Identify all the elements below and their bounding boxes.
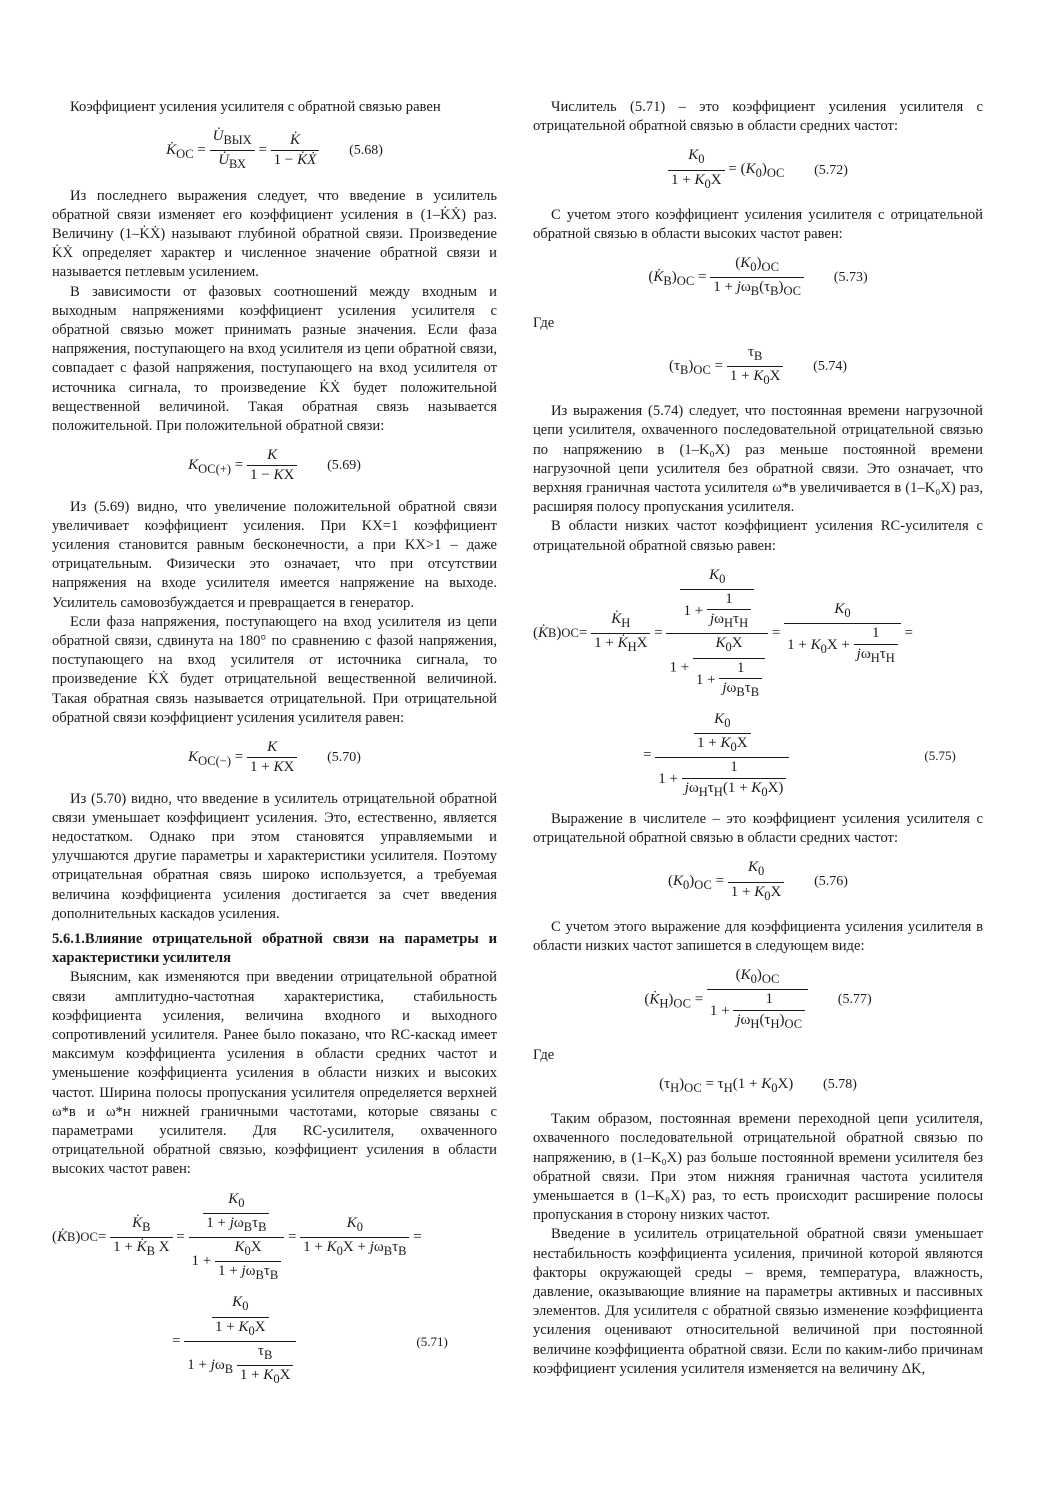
label-where: Где bbox=[533, 1046, 555, 1063]
paragraph: Коэффициент усиления усилителя с обратной связью равен bbox=[70, 99, 441, 115]
equation-5-68: $K̇_{ОС}$ = $\frac{U̇_{ВЫХ}}{U̇_{ВХ}}$ = $\frac{K̇}{\text{1 − K̇Ẋ}}$ (5.68) bbox=[166, 128, 383, 172]
paragraph: В области низких частот коэффициент усиления RC-усилителя с отрицательной обратной связью равен: bbox=[533, 518, 983, 554]
equation-number: 5.68 bbox=[353, 143, 379, 159]
paragraph: Выражение в числителе – это коэффициент усиления усилителя с отрицательной обратной связью в области средних частот: bbox=[533, 810, 983, 847]
paragraph: Из последнего выражения следует, что введение в усилитель обратной связи изменяет его коэффициент усиления в (1–K̇Ẋ) раз. Величину (1–K̇Ẋ) называют глубиной обратной связи. Произведение K̇Ẋ определяет характер и численное значение обратной связи и называется петлевым усилением. bbox=[52, 187, 497, 281]
section-heading: 5.6.1.Влияние отрицательной обратной связи на параметры и характеристики усилителя bbox=[52, 930, 497, 967]
equation-number: 5.72 bbox=[818, 162, 844, 178]
equation-number: 5.69 bbox=[331, 458, 357, 474]
paragraph: Таким образом, постоянная времени переходной цепи усилителя, охваченного последовательной отрицательной обратной связью по напряжению, в (1–K₀X) раз больше постоянной времени усилителя без обратной связи. При этом нижняя граничная частота усилителя уменьшается в (1–K₀X) раз, то есть происходит расширение полосы пропускания в сторону низких частот. bbox=[533, 1111, 983, 1224]
paragraph: С учетом этого выражение для коэффициента усиления усилителя в области низких частот запишется в следующем виде: bbox=[533, 918, 983, 954]
paragraph: Из (5.69) видно, что увеличение положительной обратной связи увеличивает коэффициент усиления. При KX=1 коэффициент усиления становится равным бесконечности, а при KX>1 – даже отрицательным. Физически это означает, что при отсутствии напряжения на входе усилителя имеется напряжение на выходе. Усилитель самовозбуждается и превращается в генератор. bbox=[52, 498, 497, 611]
paragraph: Выясним, как изменяются при введении отрицательной обратной связи амплитудно-частотная характеристика, стабильность коэффициента усиления, величина входного и выходного сопротивлений усилителя. Ранее было показано, что RC-каскад имеет максимум коэффициента усиления в области средних частот и уменьшение коэффициента усиления в области низких и высоких частот. Ширина полосы пропускания усилителя определяется верхней ω*в и ω*н нижней граничными частотами, которые связаны с параметрами усилителя. Для RC-усилителя, охваченного отрицательной обратной связью, коэффициент усиления в области высоких частот равен: bbox=[52, 969, 497, 1178]
equation-5-78: $(\tau_Н)_{ОС} = \tau_Н(1 + K_0X)$ (5.78) bbox=[659, 1075, 857, 1095]
equation-5-74: $(\tau_В)_{ОС}$ = $\frac{\tau_В}{1 + K_0X}$ (5.74) bbox=[668, 343, 848, 388]
equation-5-72: $\frac{K_0}{1 + K_0X}$ = $(K_0)_{ОС}$ (5.72) bbox=[533, 146, 983, 193]
equation-number: 5.78 bbox=[827, 1076, 853, 1092]
equation-5-69: $K_{ОС(+)}$ = $\frac{K}{1 - KX}$ (5.69) bbox=[188, 447, 361, 484]
equation-5-73: $(K̇_В)_{ОС}$ = $\frac{(K_0)_{ОС}}{1 + j\omega_В(\tau_В)_{ОС}}$ (5.73) bbox=[648, 255, 868, 299]
paragraph: Введение в усилитель отрицательной обратной связи уменьшает нестабильность коэффициента усиления, причиной которой являются факторы окружающей среды – время, температура, влажность, давление, оказывающие влияние на параметры активных и пассивных элементов. Для усилителя с обратной связью изменение коэффициента усиления оценивают относительной величиной при постоянной величине коэффициента обратной связи. Если по каким-либо причинам коэффициент усиления усилителя изменяется на величину ΔK, bbox=[533, 1226, 983, 1377]
right-column bbox=[533, 98, 983, 1379]
equation-5-76: $(K_0)_{ОС}$ = $\frac{K_0}{1 + K_0X}$ (5.76) bbox=[668, 859, 848, 903]
paragraph: В зависимости от фазовых соотношений между входным и выходным напряжениями коэффициент усиления усилителя с обратной связью может принимать разные значения. Если фаза напряжения, поступающего на вход усилителя из цепи обратной связи, совпадает с фазой напряжения, поступающего на вход усилителя от источника сигнала, то произведение K̇Ẋ будет положительной вещественной величиной. Такая обратная связь называется положительной. При положительной обратной связи: bbox=[52, 283, 497, 435]
equation-number: 5.76 bbox=[818, 874, 844, 890]
equation-number: 5.77 bbox=[842, 992, 867, 1008]
equation-number: 5.70 bbox=[331, 750, 357, 766]
paragraph: Из выражения (5.74) следует, что постоянная времени нагрузочной цепи усилителя, охваченного последовательной отрицательной связью по напряжению в (1–K₀X) раз меньше постоянной времени нагрузочной цепи усилителя без обратной связи. Это означает, что верхняя граничная частота усилителя ω*в увеличивается в (1–K₀X) раз, расширяя полосу пропускания усилителя. bbox=[533, 403, 983, 516]
equation-number: (5.75) bbox=[924, 748, 956, 764]
paragraph: Из (5.70) видно, что введение в усилитель отрицательной обратной связи уменьшает коэффициент усиления. Это, естественно, является недостатком. Однако при этом становятся управляемыми и улучшаются другие параметры и характеристики усилителя. Поэтому отрицательная обратная связь широко используется, а требуемая величина коэффициента усиления достигается за счет введения дополнительных каскадов усиления. bbox=[52, 790, 497, 922]
equation-number: (5.71) bbox=[416, 1333, 448, 1349]
equation-number: 5.74 bbox=[817, 358, 843, 374]
label-where: Где bbox=[533, 314, 555, 331]
equation-5-71: ( K̇ В ) ОС = $\frac{K̇_В}{1 + K̇_В X}$ = $\frac{K_0}{1 + j\omega_В\tau_В}$ 1 + $\frac{K_0X}{1 + j\omega_В\tau_В}$ = $\frac{K_0}{1 + K_0X + j\omega_В\tau_В}$ = = $\frac{K_0}{1 + K_0X}$ $1 + j\omega_В$ $\frac{\tau_В}{1 + K_0X}$ (5.71) bbox=[52, 1190, 448, 1386]
left-column bbox=[52, 98, 497, 1397]
paragraph: Если фаза напряжения, поступающего на вход усилителя из цепи обратной связи, сдвинута на 180° по сравнению с фазой напряжения, поступающего на вход усилителя от источника сигнала, то произведение K̇Ẋ будет отрицательной вещественной величиной. Такая обратная связь называется отрицательной. При отрицательной обратной связи коэффициент усиления усилителя равен: bbox=[52, 613, 497, 726]
equation-5-75: ( K̇ В ) ОС = $\frac{K̇_Н}{1 + K̇_НX}$ = $K_0$ 1 + $\frac{1}{j\omega_Н\tau_Н}$ 1 + $K_0X$ 1 + $\frac{1}{j\omega_В\tau_В}$ = $K_0$ $1 + K_0X$ + $\frac{1}{j\omega_Н\tau_Н}$ = = $\frac{K_0}{1 + K_0X}$ 1 + $\frac{1}{j\omega_Н\tau_Н(1 + K_0X)}$ (5.75) bbox=[533, 566, 956, 799]
equation-number: 5.73 bbox=[838, 270, 863, 286]
paragraph: С учетом этого коэффициент усиления усилителя с отрицательной обратной связью в области высоких частот равен: bbox=[533, 206, 983, 243]
equation-5-77: $(K̇_Н)_{ОС}$ = $(K_0)_{ОС}$ 1 + $\frac{1}{j\omega_Н(\tau_Н)_{ОС}}$ (5.77) bbox=[644, 967, 872, 1031]
equation-5-70: $K_{ОС(-)}$ = $\frac{K}{1 + KX}$ (5.70) bbox=[188, 739, 361, 776]
paragraph: Числитель (5.71) – это коэффициент усиления усилителя с отрицательной обратной связью в области средних частот: bbox=[533, 99, 983, 135]
